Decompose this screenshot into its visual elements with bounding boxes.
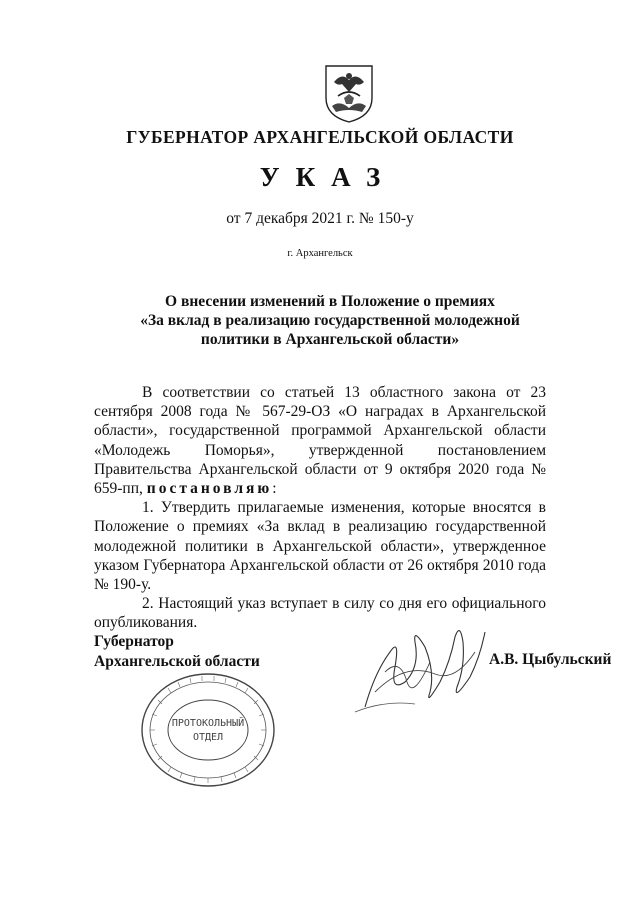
preamble-end: : — [272, 480, 277, 498]
subject-line: «За вклад в реализацию государственной молодежной — [140, 312, 520, 329]
document-city: г. Архангельск — [287, 248, 353, 259]
decree-keyword: постановляю — [146, 480, 273, 498]
document-body — [94, 383, 546, 633]
clause-2: 2. Настоящий указ вступает в силу со дня его официального опубликования. — [94, 595, 546, 632]
issuer-title: ГУБЕРНАТОР АРХАНГЕЛЬСКОЙ ОБЛАСТИ — [126, 127, 514, 147]
preamble-paragraph — [94, 383, 546, 498]
signatory-name: А.В. Цыбульский — [489, 651, 612, 668]
subject-line: О внесении изменений в Положение о премиях — [165, 293, 495, 310]
subject-line: политики в Архангельской области» — [200, 331, 460, 348]
document-date-number: от 7 декабря 2021 г. № 150-у — [226, 210, 414, 227]
preamble-text: В соответствии со статьей 13 областного закона от 23 сентября 2008 года № 567-29-ОЗ «О наградах в Архангельской области», государственной программой Архангельской области «Молодежь Поморья», утвержденной постановлением Правительства Архангельской области от 9 октября 2020 года № 659-пп, — [94, 384, 546, 498]
stamp-inner-line: ОТДЕЛ — [192, 732, 224, 743]
official-stamp — [138, 670, 278, 790]
stamp-inner-line: ПРОТОКОЛЬНЫЙ — [171, 718, 245, 729]
signatory-position — [94, 632, 260, 672]
coat-of-arms-icon — [322, 62, 376, 124]
position-line: Губернатор — [94, 633, 174, 650]
document-subject — [100, 292, 560, 349]
position-line: Архангельской области — [94, 653, 260, 670]
clause-1: 1. Утвердить прилагаемые изменения, которые вносятся в Положение о премиях «За вклад в реализацию государственной молодежной политики в Архангельской области», утвержденное указом Губернатора Архангельской области от 26 октября 2010 года № 190-у. — [94, 499, 546, 594]
handwritten-signature — [345, 612, 495, 722]
document-type: УКАЗ — [259, 162, 397, 192]
